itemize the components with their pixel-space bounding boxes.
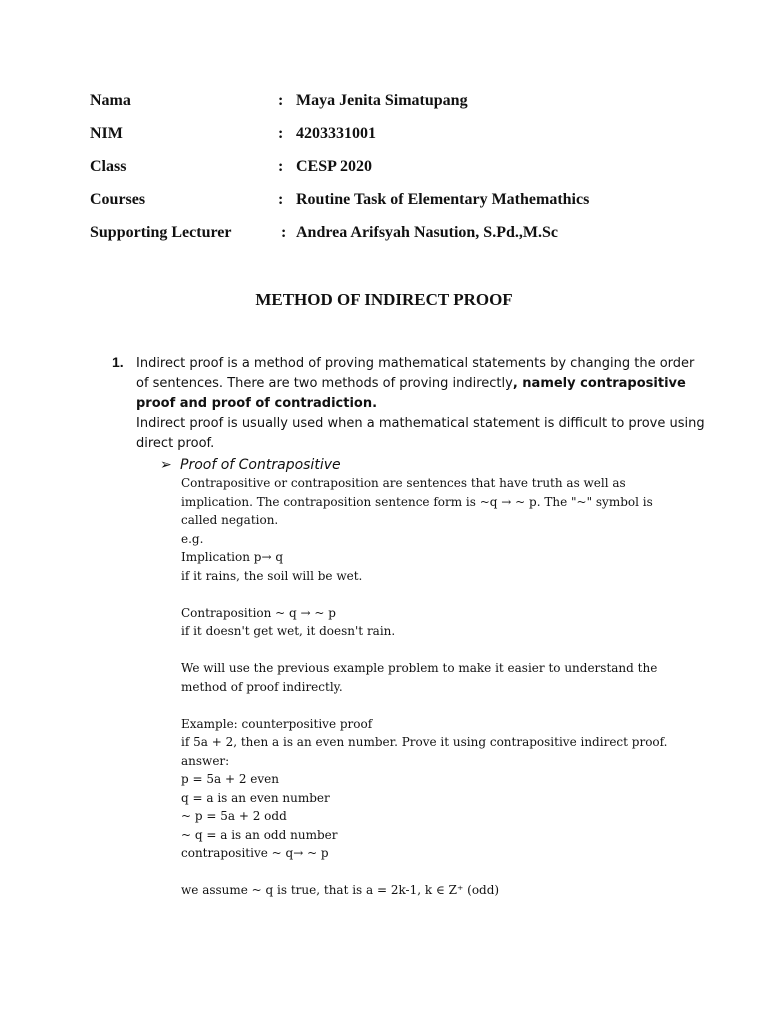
info-colon: : [281,224,287,241]
intro-text: Indirect proof is a method of proving mathematical statements by changing the order of sentences. There are two methods of proving indirectly [136,356,695,391]
blank-line [181,696,681,715]
text-line: contrapositive ~ q→ ~ p [181,846,329,860]
text-line: q = a is an even number [181,790,330,805]
info-row-nama [90,92,710,125]
info-colon: : [278,125,284,142]
info-label: NIM [90,125,123,142]
text-line: if it doesn't get wet, it doesn't rain. [181,624,396,638]
text-line: answer: [181,753,230,768]
paragraph-intro [136,354,706,414]
arrow-bullet-icon: ➢ [160,457,172,473]
info-colon: : [278,158,284,175]
info-row-lecturer [90,224,710,257]
text-line: called negation. [181,513,279,527]
text-line: if it rains, the soil will be wet. [181,568,363,583]
subsection-heading [160,456,341,474]
blank-line [181,585,681,604]
subsection-body [181,474,681,900]
info-label: Nama [90,92,131,109]
subsection-title: Proof of Contrapositive [180,457,341,473]
info-colon: : [278,92,284,109]
info-label: Courses [90,191,146,208]
text-line: method of proof indirectly. [181,679,343,694]
text-line: ~ q = a is an odd number [181,827,338,842]
text-line: Contrapositive or contraposition are sentences that have truth as well as [181,476,626,490]
info-colon: : [278,191,284,208]
info-row-nim [90,125,710,158]
text-line: we assume ~ q is true, that is a = 2k-1, k ∈ Z⁺ (odd) [181,883,500,897]
paragraph-usage: Indirect proof is usually used when a mathematical statement is difficult to prove using direct proof. [136,416,705,451]
info-row-class [90,158,710,191]
info-value: Routine Task of Elementary Mathemathics [296,191,590,208]
text-line: ~ p = 5a + 2 odd [181,809,287,823]
info-row-courses [90,191,710,224]
info-value: Andrea Arifsyah Nasution, S.Pd.,M.Sc [296,224,558,241]
info-value: 4203331001 [296,125,376,142]
info-label: Supporting Lecturer [90,224,232,241]
text-line: We will use the previous example problem to make it easier to understand the [181,661,658,675]
text-line: Implication p→ q [181,550,284,564]
info-value: Maya Jenita Simatupang [296,92,468,109]
text-line: e.g. [181,531,204,546]
list-item-body [136,354,706,454]
text-line: p = 5a + 2 even [181,772,279,786]
text-line: implication. The contraposition sentence form is ~q → ~ p. The "~" symbol is [181,494,653,509]
info-value: CESP 2020 [296,158,373,175]
intro-text-bold: , namely contrapositive proof and proof of contradiction. [136,376,686,411]
text-line: if 5a + 2, then a is an even number. Prove it using contrapositive indirect proof. [181,735,668,749]
blank-line [181,641,681,660]
document-title: METHOD OF INDIRECT PROOF [255,290,513,309]
list-number: 1. [112,354,124,370]
blank-line [181,863,681,882]
text-line: Contraposition ~ q → ~ p [181,605,336,620]
info-label: Class [90,158,127,175]
student-info [90,92,710,257]
text-line: Example: counterpositive proof [181,716,373,731]
